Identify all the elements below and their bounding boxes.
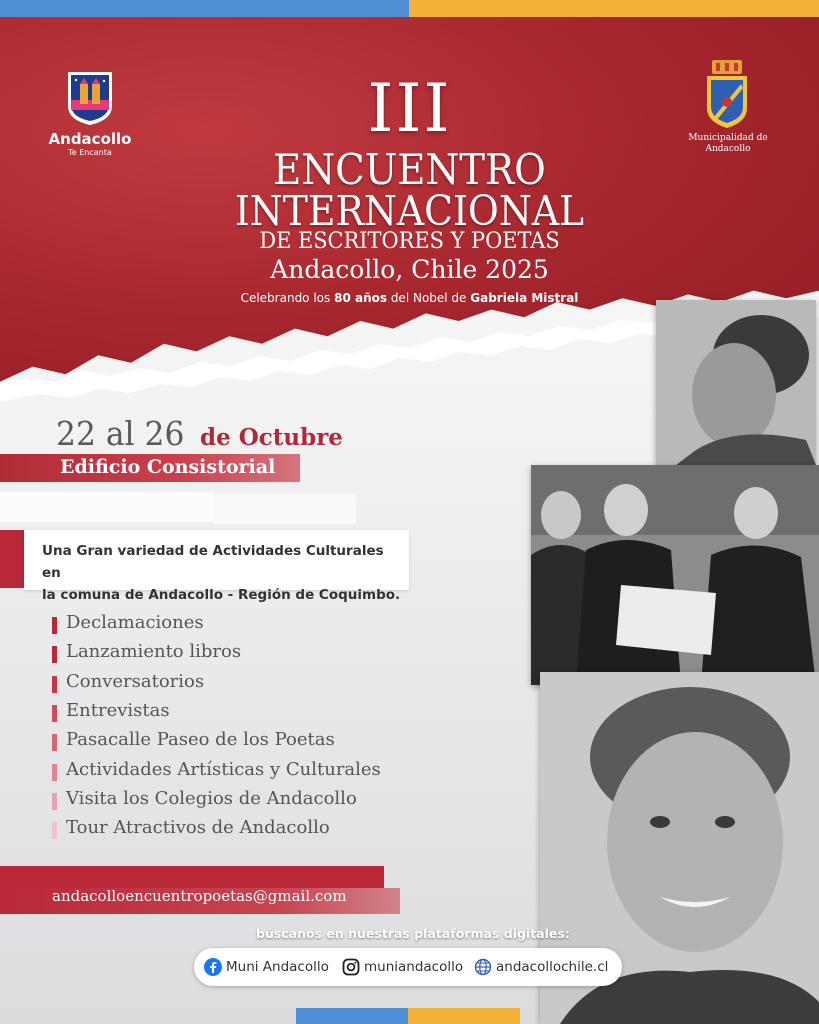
event-venue: Edificio Consistorial: [60, 456, 276, 478]
tagline-mid: del Nobel de: [387, 291, 471, 305]
title-line-location: Andacollo, Chile 2025: [270, 255, 549, 284]
instagram-link[interactable]: [342, 958, 463, 976]
social-title: búscanos en nuestras plataformas digitales:: [256, 926, 570, 941]
activity-marker: [52, 822, 57, 839]
bottom-strip-yellow: [408, 1008, 520, 1024]
activities-line1: Una Gran variedad de Actividades Culturales en: [42, 543, 384, 581]
decorative-white-bar-2: [214, 494, 356, 524]
instagram-label: muniandacollo: [364, 959, 464, 975]
facebook-label: Muni Andacollo: [226, 959, 329, 975]
brand-name: Andacollo: [48, 130, 132, 148]
title-line-escritores: DE ESCRITORES Y POETAS: [259, 229, 560, 254]
municipality-line2: Andacollo: [705, 144, 751, 154]
activity-marker: [52, 676, 57, 693]
email-accent-bar: [0, 866, 384, 888]
instagram-icon: [342, 958, 360, 976]
activity-label: Entrevistas: [66, 700, 170, 721]
tagline-pre: Celebrando los: [240, 291, 335, 305]
facebook-icon: [204, 958, 222, 976]
facebook-link[interactable]: [204, 958, 329, 976]
website-link[interactable]: [474, 958, 608, 976]
activity-marker: [52, 734, 57, 751]
title-line-internacional: INTERNACIONAL: [234, 187, 585, 235]
activities-line2: la comuna de Andacollo - Región de Coquimbo.: [42, 587, 401, 603]
globe-icon: [474, 958, 492, 976]
activity-marker: [52, 617, 57, 634]
edition-numeral: III: [367, 70, 452, 147]
activity-marker: [52, 646, 57, 663]
activity-marker: [52, 764, 57, 781]
contact-email-link[interactable]: andacolloencuentropoetas@gmail.com: [52, 887, 347, 905]
activity-marker: [52, 705, 57, 722]
brand-tagline: Te Encanta: [68, 148, 112, 157]
activity-label: Declamaciones: [66, 612, 204, 633]
top-strip-yellow: [409, 0, 819, 17]
municipality-line1: Municipalidad de: [688, 133, 768, 143]
activity-label: Visita los Colegios de Andacollo: [66, 788, 357, 809]
decorative-white-bar: [0, 492, 214, 522]
activity-label: Actividades Artísticas y Culturales: [66, 759, 381, 780]
social-links-bar: [194, 948, 622, 986]
title-line-encuentro: ENCUENTRO: [273, 145, 546, 194]
activities-accent-bar: [0, 530, 24, 588]
ceremony-photo: [531, 465, 819, 685]
activity-label: Lanzamiento libros: [66, 641, 242, 662]
activity-marker: [52, 793, 57, 810]
activity-label: Conversatorios: [66, 671, 205, 692]
website-label: andacollochile.cl: [496, 959, 609, 975]
activity-label: Tour Atractivos de Andacollo: [66, 817, 330, 838]
event-month: de Octubre: [200, 424, 343, 451]
top-strip-blue: [0, 0, 409, 17]
bottom-strip-blue: [296, 1008, 408, 1024]
activity-label: Pasacalle Paseo de los Poetas: [66, 729, 335, 750]
activities-callout-text: [42, 540, 402, 606]
tagline-bold-years: 80 años: [334, 291, 387, 305]
tagline-bold-name: Gabriela Mistral: [470, 291, 579, 305]
portrait-photo-profile: [656, 300, 816, 465]
event-dates: 22 al 26: [56, 414, 185, 453]
